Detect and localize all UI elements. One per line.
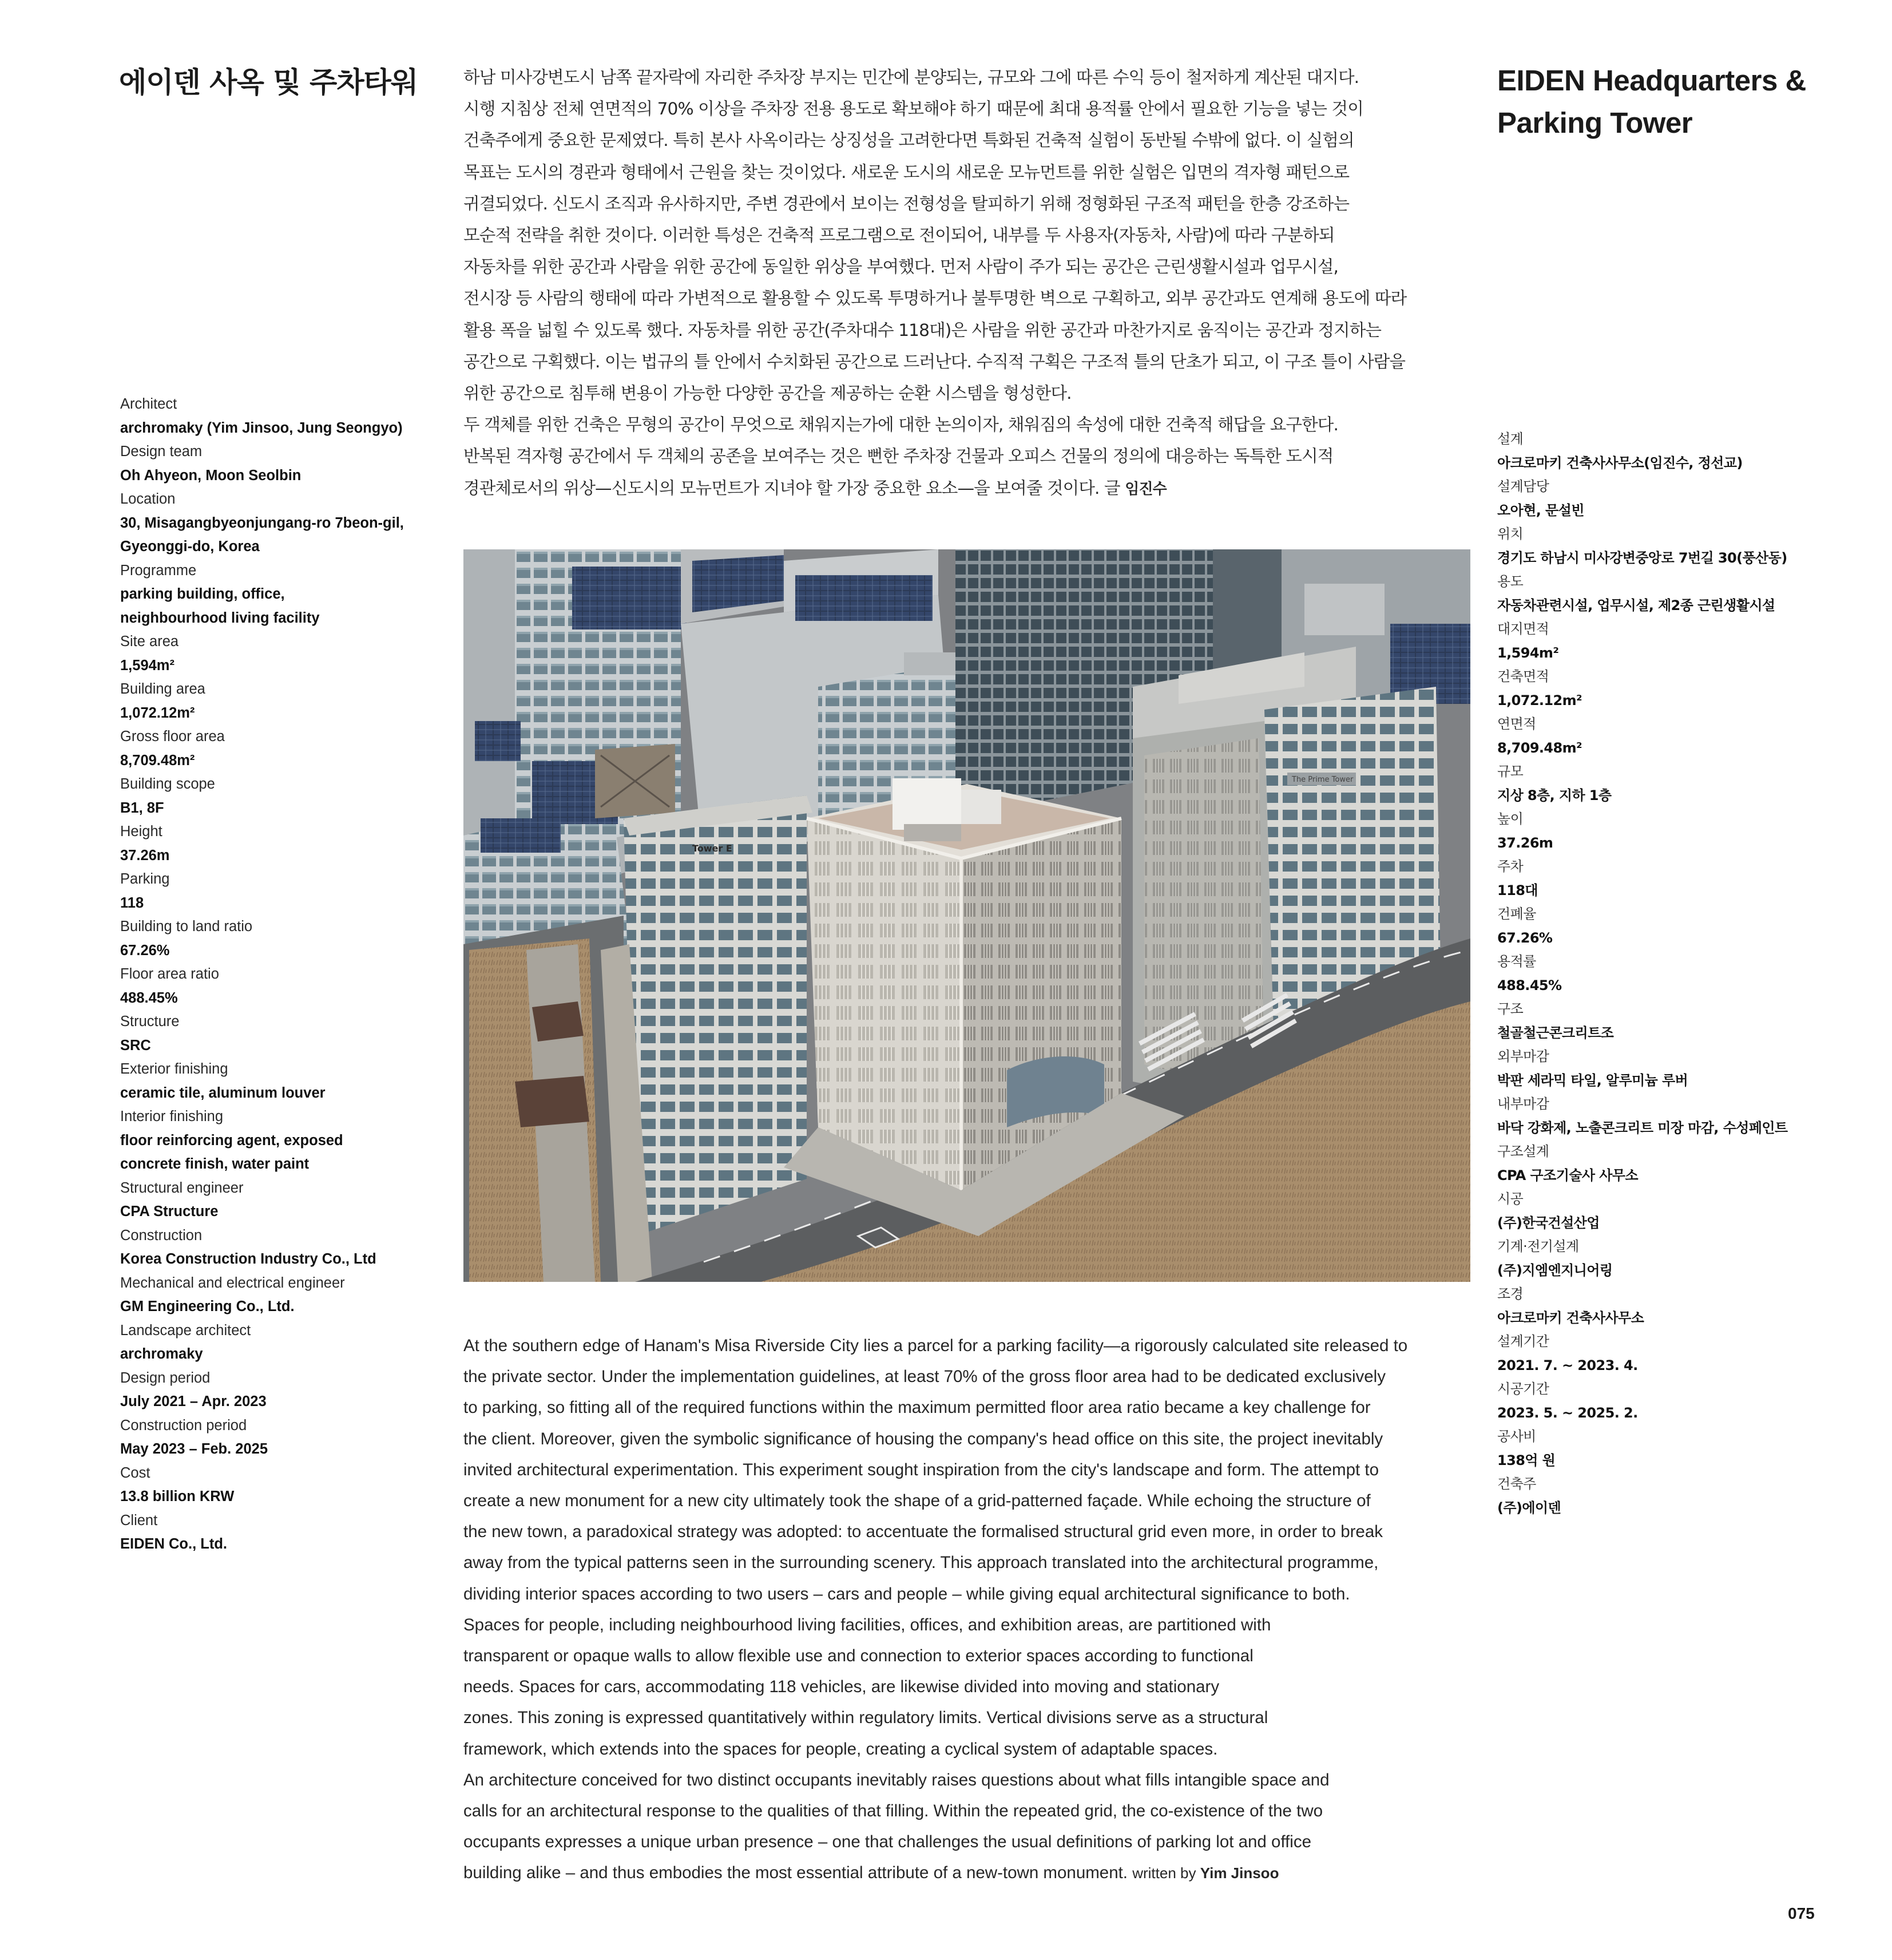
page-title-korean: 에이덴 사옥 및 주차타워: [119, 66, 418, 99]
spec-label-kr: 내부마감: [1497, 1096, 1549, 1112]
body-en-line: An architecture conceived for two distinct occupants inevitably raises questions about what fills intangible space and: [463, 1770, 1330, 1789]
spec-label: Building scope: [120, 776, 215, 792]
spec-label-kr: 건축주: [1497, 1476, 1536, 1492]
body-kr-line: 전시장 등 사람의 행태에 따라 가변적으로 활용할 수 있도록 투명하거나 불투명한 벽으로 구획하고, 외부 공간과도 연계해 용도에 따라: [463, 288, 1407, 308]
spec-label-kr: 설계담당: [1497, 478, 1549, 494]
body-kr-line: 시행 지침상 전체 연면적의 70% 이상을 주차장 전용 용도로 확보해야 하기 때문에 최대 용적률 안에서 필요한 기능을 넣는 것이: [463, 99, 1363, 119]
spec-label: Location: [120, 491, 176, 507]
spec-label: Interior finishing: [120, 1108, 224, 1124]
spec-value: Oh Ahyeon, Moon Seolbin: [120, 467, 302, 484]
spec-label: Building to land ratio: [120, 918, 253, 935]
written-by-label: written by: [1132, 1864, 1196, 1882]
spec-value: 118: [120, 894, 144, 911]
spec-label: Structural engineer: [120, 1179, 244, 1196]
body-kr-line: 하남 미사강변도시 남쪽 끝자락에 자리한 주차장 부지는 민간에 분양되는, 규모와 그에 따른 수익 등이 철저하게 계산된 대지다.: [463, 68, 1359, 87]
body-kr-line: 반복된 격자형 공간에서 두 객체의 공존을 보여주는 것은 뻔한 주차장 건물과 오피스 건물의 정의에 대응하는 독특한 도시적: [463, 446, 1334, 466]
spec-value: 1,072.12m²: [120, 704, 195, 721]
project-specs-english: [120, 393, 429, 1557]
body-en-line: occupants expresses a unique urban presence – one that challenges the usual definitions of parking lot and office: [463, 1832, 1312, 1852]
body-kr-line: 활용 폭을 넓힐 수 있도록 했다. 자동차를 위한 공간(주차대수 118대)은 사람을 위한 공간과 마찬가지로 움직이는 공간과 정지하는: [463, 320, 1382, 340]
korean-body-text: [463, 62, 1470, 505]
spec-label-kr: 연면적: [1497, 716, 1536, 732]
body-kr-line: 목표는 도시의 경관과 형태에서 근원을 찾는 것이었다. 새로운 도시의 새로운 모뉴먼트를 위한 실험은 입면의 격자형 패턴으로: [463, 162, 1350, 182]
spec-value-kr: (주)지엠엔지니어링: [1497, 1262, 1613, 1278]
spec-value-kr: 8,709.48m²: [1497, 739, 1582, 756]
spec-label-kr: 건폐율: [1497, 906, 1536, 922]
body-en-line: the new town, a paradoxical strategy was adopted: to accentuate the formalised structural grid even more, in order to break: [463, 1522, 1383, 1542]
spec-label: Height: [120, 823, 162, 840]
spec-label: Design team: [120, 444, 203, 460]
spec-label: Construction period: [120, 1417, 247, 1434]
spec-value-kr: 오아현, 문설빈: [1497, 502, 1584, 518]
body-en-line: At the southern edge of Hanam's Misa Riverside City lies a parcel for a parking facility—a rigorously calculated site released to: [463, 1336, 1408, 1355]
spec-label-kr: 높이: [1497, 811, 1524, 827]
spec-value: archromaky: [120, 1346, 203, 1362]
spec-label: Mechanical and electrical engineer: [120, 1274, 345, 1291]
body-en-line: zones. This zoning is expressed quantitatively within regulatory limits. Vertical divisions serve as a structural: [463, 1708, 1268, 1728]
spec-value: 1,594m²: [120, 657, 174, 674]
body-en-line: invited architectural experimentation. This experiment sought inspiration from the city's landscape and form. The attempt to: [463, 1460, 1379, 1479]
spec-value-kr: 지상 8층, 지하 1층: [1497, 787, 1612, 803]
body-kr-line-text: 경관체로서의 위상—신도시의 모뉴먼트가 지녀야 할 가장 중요한 요소—을 보여줄 것이다. 글: [463, 478, 1120, 498]
body-kr-line: 공간으로 구획했다. 이는 법규의 틀 안에서 수치화된 공간으로 드러난다. 수직적 구획은 구조적 틀의 단초가 되고, 이 구조 틀이 사람을: [463, 351, 1406, 371]
spec-label: Building area: [120, 681, 205, 697]
spec-label-kr: 조경: [1497, 1286, 1524, 1302]
spec-label: Design period: [120, 1369, 211, 1386]
spec-value: neighbourhood living facility: [120, 609, 320, 626]
spec-label: Construction: [120, 1227, 203, 1244]
body-en-line: framework, which extends into the spaces for people, creating a cyclical system of adaptable spaces.: [463, 1739, 1218, 1759]
spec-value-kr: CPA 구조기술사 사무소: [1497, 1167, 1638, 1183]
body-kr-line: 위한 공간으로 침투해 변용이 가능한 다양한 공간을 제공하는 순환 시스템을 형성한다.: [463, 383, 1072, 403]
spec-label-kr: 외부마감: [1497, 1048, 1549, 1064]
body-kr-line: 모순적 전략을 취한 것이다. 이러한 특성은 건축적 프로그램으로 전이되어, 내부를 두 사용자(자동차, 사람)에 따라 구분하되: [463, 225, 1335, 246]
spec-value-kr: 아크로마키 건축사사무소(임진수, 정선교): [1497, 454, 1743, 471]
sign-tower-e: Tower E: [692, 843, 732, 854]
page-number: 075: [1788, 1904, 1815, 1922]
spec-value-kr: 박판 세라믹 타일, 알루미늄 루버: [1497, 1072, 1688, 1088]
spec-value: Korea Construction Industry Co., Ltd: [120, 1251, 376, 1267]
spec-value-kr: 138억 원: [1497, 1452, 1556, 1468]
aerial-photo: [463, 549, 1470, 1282]
spec-value: archromaky (Yim Jinsoo, Jung Seongyo): [120, 419, 403, 436]
spec-value: GM Engineering Co., Ltd.: [120, 1298, 295, 1314]
spec-value-kr: 118대: [1497, 882, 1538, 898]
spec-label: Programme: [120, 562, 197, 579]
spec-value-kr: 67.26%: [1497, 929, 1553, 946]
spec-label-kr: 구조: [1497, 1001, 1524, 1017]
spec-label-kr: 위치: [1497, 526, 1524, 542]
body-en-line: [463, 1858, 1470, 1888]
body-en-line: calls for an architectural response to the qualities of that filling. Within the repeated grid, the co-existence of the two: [463, 1801, 1323, 1821]
spec-value-kr: 2021. 7. ~ 2023. 4.: [1497, 1357, 1638, 1373]
spec-value: Gyeonggi-do, Korea: [120, 538, 260, 555]
body-en-line: to parking, so fitting all of the required functions within the maximum permitted floor area ratio became a key challenge for: [463, 1398, 1371, 1417]
spec-label: Structure: [120, 1013, 180, 1030]
spec-label-kr: 대지면적: [1497, 621, 1549, 637]
spec-value: parking building, office,: [120, 586, 285, 602]
spec-label: Floor area ratio: [120, 966, 219, 982]
body-en-line: transparent or opaque walls to allow flexible use and connection to exterior spaces according to functional: [463, 1646, 1254, 1666]
body-kr-line: 귀결되었다. 신도시 조직과 유사하지만, 주변 경관에서 보이는 전형성을 탈피하기 위해 정형화된 구조적 패턴을 한층 강조하는: [463, 193, 1350, 213]
spec-value-kr: 2023. 5. ~ 2025. 2.: [1497, 1404, 1638, 1421]
body-en-line: Spaces for people, including neighbourhood living facilities, offices, and exhibition areas, are partitioned with: [463, 1615, 1271, 1634]
spec-label-kr: 공사비: [1497, 1428, 1536, 1444]
body-kr-line: 자동차를 위한 공간과 사람을 위한 공간에 동일한 위상을 부여했다. 먼저 사람이 주가 되는 공간은 근린생활시설과 업무시설,: [463, 257, 1338, 277]
sign-prime-tower: The Prime Tower: [1292, 775, 1354, 784]
spec-label-kr: 기계·전기설계: [1497, 1238, 1579, 1254]
spec-value: floor reinforcing agent, exposed: [120, 1132, 343, 1149]
project-specs-korean: [1497, 427, 1863, 1520]
spec-label-kr: 용도: [1497, 573, 1524, 589]
spec-value-kr: 488.45%: [1497, 977, 1562, 993]
spec-label-kr: 주차: [1497, 858, 1524, 874]
spec-value: 13.8 billion KRW: [120, 1488, 235, 1504]
spec-label-kr: 설계기간: [1497, 1333, 1549, 1349]
spec-value-kr: (주)에이덴: [1497, 1499, 1561, 1516]
spec-value: EIDEN Co., Ltd.: [120, 1536, 227, 1552]
spec-label: Exterior finishing: [120, 1061, 228, 1077]
spec-value-kr: (주)한국건설산업: [1497, 1214, 1600, 1231]
body-en-line: create a new monument for a new city ultimately took the shape of a grid-patterned façade. While echoing the structure of: [463, 1491, 1371, 1511]
title-en-line-2: Parking Tower: [1497, 106, 1693, 139]
spec-value-kr: 1,072.12m²: [1497, 692, 1582, 708]
spec-label-kr: 시공기간: [1497, 1381, 1549, 1397]
spec-label-kr: 용적률: [1497, 953, 1536, 969]
spec-label-kr: 건축면적: [1497, 668, 1549, 684]
spec-value-kr: 자동차관련시설, 업무시설, 제2종 근린생활시설: [1497, 597, 1775, 613]
page-title-english: [1497, 60, 1818, 144]
spec-value: May 2023 – Feb. 2025: [120, 1441, 268, 1457]
body-kr-line: 두 객체를 위한 건축은 무형의 공간이 무엇으로 채워지는가에 대한 논의이자, 채워짐의 속성에 대한 건축적 해답을 요구한다.: [463, 415, 1338, 435]
spec-label: Parking: [120, 871, 170, 887]
spec-label-kr: 규모: [1497, 763, 1524, 779]
spec-label: Landscape architect: [120, 1322, 251, 1339]
spec-label: Client: [120, 1512, 158, 1529]
spec-value-kr: 철골철근콘크리트조: [1497, 1024, 1614, 1041]
author-credit-en: Yim Jinsoo: [1200, 1864, 1279, 1882]
spec-label: Site area: [120, 633, 179, 650]
body-en-line: dividing interior spaces according to two users – cars and people – while giving equal architectural significance to both.: [463, 1584, 1350, 1603]
spec-label-kr: 시공: [1497, 1191, 1524, 1207]
spec-label: Gross floor area: [120, 728, 225, 745]
author-credit-kr: 임진수: [1125, 480, 1167, 498]
spec-value: 30, Misagangbyeonjungang-ro 7beon-gil,: [120, 514, 404, 531]
spec-value: 488.45%: [120, 989, 178, 1006]
spec-value-kr: 경기도 하남시 미사강변중앙로 7번길 30(풍산동): [1497, 549, 1787, 566]
body-en-line: away from the typical patterns seen in the surrounding scenery. This approach translated into the architectural programme,: [463, 1553, 1379, 1573]
spec-value: CPA Structure: [120, 1203, 219, 1219]
spec-value: SRC: [120, 1037, 151, 1054]
spec-label-kr: 구조설계: [1497, 1143, 1549, 1159]
spec-label: Architect: [120, 396, 177, 412]
body-en-line: the client. Moreover, given the symbolic significance of housing the company's head office on this site, the project inevitably: [463, 1429, 1383, 1448]
spec-value: concrete finish, water paint: [120, 1156, 310, 1172]
spec-value: 67.26%: [120, 942, 170, 959]
body-en-line: the private sector. Under the implementation guidelines, at least 70% of the gross floor area had to be dedicated exclusively: [463, 1367, 1386, 1387]
body-kr-line: 건축주에게 중요한 문제였다. 특히 본사 사옥이라는 상징성을 고려한다면 특화된 건축적 실험이 동반될 수밖에 없다. 이 실험의: [463, 130, 1354, 151]
spec-value-kr: 아크로마키 건축사사무소: [1497, 1309, 1644, 1326]
spec-value: B1, 8F: [120, 799, 164, 816]
spec-label-kr: 설계: [1497, 431, 1524, 447]
english-body-text: [463, 1331, 1470, 1889]
spec-value: 37.26m: [120, 847, 170, 864]
body-kr-line: [463, 473, 1470, 505]
spec-label: Cost: [120, 1464, 150, 1481]
title-en-line-1: EIDEN Headquarters &: [1497, 64, 1806, 97]
spec-value: ceramic tile, aluminum louver: [120, 1084, 326, 1101]
spec-value-kr: 1,594m²: [1497, 644, 1559, 661]
spec-value: 8,709.48m²: [120, 752, 195, 769]
spec-value: July 2021 – Apr. 2023: [120, 1393, 267, 1409]
body-en-line: needs. Spaces for cars, accommodating 118 vehicles, are likewise divided into moving and stationary: [463, 1677, 1220, 1697]
spec-value-kr: 바닥 강화제, 노출콘크리트 미장 마감, 수성페인트: [1497, 1119, 1788, 1136]
spec-value-kr: 37.26m: [1497, 834, 1553, 851]
body-en-line-text: building alike – and thus embodies the most essential attribute of a new-town monument.: [463, 1863, 1128, 1883]
